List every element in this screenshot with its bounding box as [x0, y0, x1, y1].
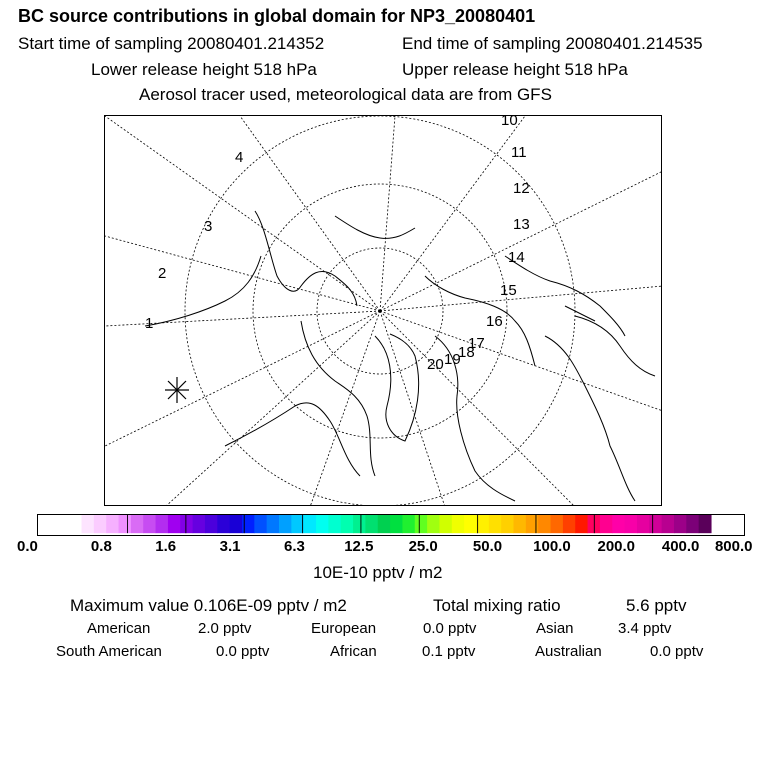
- colorbar-swatch: [304, 515, 317, 533]
- coast-siberia-west: [425, 276, 535, 366]
- upper-release-label: Upper release height 518 hPa: [402, 60, 628, 79]
- trajectory-label-18: 18: [458, 344, 475, 361]
- map-canvas: [105, 116, 662, 506]
- coastlines: [145, 211, 655, 501]
- colorbar-swatch: [514, 515, 527, 533]
- coast-kamchatka: [565, 306, 595, 321]
- colorbar-swatch: [439, 515, 452, 533]
- colorbar-tick-label: 200.0: [597, 538, 636, 555]
- max-value-label: Maximum value 0.106E-09 pptv / m2: [70, 596, 347, 615]
- colorbar-swatch: [94, 515, 107, 533]
- region-value-african: 0.1 pptv: [422, 643, 476, 660]
- colorbar-tick-label: 100.0: [533, 538, 571, 555]
- region-value-south-american: 0.0 pptv: [216, 643, 270, 660]
- colorbar-swatch: [551, 515, 564, 533]
- total-mixing-value: 5.6 pptv: [626, 596, 687, 615]
- trajectory-label-10: 10: [501, 116, 518, 129]
- coast-okhotsk: [575, 316, 655, 376]
- colorbar-swatch: [575, 515, 588, 533]
- colorbar-swatch: [69, 515, 82, 533]
- colorbar-tick-label: 0.8: [90, 538, 112, 555]
- coast-north-america-arctic: [255, 211, 357, 306]
- trajectory-label-group: [145, 116, 530, 373]
- colorbar-swatch: [662, 515, 675, 533]
- colorbar-tick-label: 800.0: [714, 538, 753, 555]
- colorbar-swatch: [193, 515, 206, 533]
- colorbar-tick-label: 1.6: [155, 538, 177, 555]
- region-name-south-american: South American: [56, 643, 162, 660]
- colorbar-swatch: [180, 515, 193, 533]
- colorbar-tick-label: 3.1: [219, 538, 241, 555]
- region-value-american: 2.0 pptv: [198, 620, 252, 637]
- figure-title: BC source contributions in global domain for NP3_20080401: [18, 6, 536, 26]
- colorbar-swatch: [526, 515, 539, 533]
- colorbar-swatch: [476, 515, 489, 533]
- region-name-european: European: [311, 620, 377, 637]
- coast-chukotka: [335, 216, 415, 238]
- colorbar-swatch: [316, 515, 329, 533]
- coast-hudson: [225, 403, 360, 476]
- release-asterisk-icon: [165, 377, 189, 403]
- colorbar-tick-label: 0.0: [17, 538, 38, 555]
- trajectory-label-12: 12: [513, 180, 530, 197]
- start-time-label: Start time of sampling 20080401.214352: [18, 34, 325, 53]
- colorbar-swatch: [390, 515, 403, 533]
- coast-east-asia: [545, 336, 635, 501]
- trajectory-label-15: 15: [500, 282, 517, 299]
- colorbar-swatch: [156, 515, 169, 533]
- region-value-asian: 3.4 pptv: [618, 620, 672, 637]
- end-time-label: End time of sampling 20080401.214535: [402, 34, 703, 53]
- colorbar-swatch: [254, 515, 267, 533]
- colorbar-swatch: [217, 515, 230, 533]
- coast-canada-east: [301, 321, 375, 476]
- colorbar-swatch: [600, 515, 613, 533]
- colorbar-swatch: [489, 515, 502, 533]
- colorbar-swatch: [452, 515, 465, 533]
- colorbar-swatch: [267, 515, 280, 533]
- colorbar-swatch: [464, 515, 477, 533]
- colorbar: [37, 514, 745, 536]
- region-name-american: American: [87, 620, 151, 637]
- colorbar-tick-label: 6.3: [284, 538, 305, 555]
- coast-siberia-east: [505, 256, 625, 336]
- colorbar-swatch: [427, 515, 440, 533]
- colorbar-swatch: [143, 515, 156, 533]
- colorbar-swatch: [168, 515, 181, 533]
- lower-release-label: Lower release height 518 hPa: [91, 60, 317, 79]
- coast-greenland: [375, 334, 419, 441]
- meridians: [105, 116, 662, 506]
- trajectory-label-19: 19: [444, 351, 461, 368]
- colorbar-swatch: [649, 515, 662, 533]
- colorbar-tick-label: 50.0: [472, 538, 503, 555]
- trajectory-label-14: 14: [508, 249, 525, 266]
- trajectory-label-1: 1: [145, 315, 154, 332]
- colorbar-swatch: [131, 515, 144, 533]
- colorbar-swatch: [365, 515, 378, 533]
- colorbar-swatch: [625, 515, 638, 533]
- trajectory-label-17: 17: [468, 335, 485, 352]
- trajectory-label-11: 11: [511, 144, 527, 161]
- trajectory-label-16: 16: [486, 313, 503, 330]
- region-value-australian: 0.0 pptv: [650, 643, 704, 660]
- region-value-european: 0.0 pptv: [423, 620, 477, 637]
- colorbar-swatch: [119, 515, 132, 533]
- colorbar-swatch: [415, 515, 428, 533]
- region-name-asian: Asian: [536, 620, 574, 637]
- trajectory-label-3: 3: [204, 218, 213, 235]
- aerosol-label: Aerosol tracer used, meteorological data are from GFS: [139, 85, 552, 104]
- colorbar-swatch: [637, 515, 650, 533]
- colorbar-swatch: [205, 515, 218, 533]
- colorbar-swatch: [353, 515, 366, 533]
- colorbar-swatch: [341, 515, 354, 533]
- colorbar-unit-label: 10E-10 pptv / m2: [313, 563, 443, 582]
- region-name-australian: Australian: [535, 643, 602, 660]
- trajectory-label-20: 20: [427, 356, 444, 373]
- trajectory-label-2: 2: [158, 265, 167, 282]
- colorbar-swatch: [538, 515, 551, 533]
- colorbar-swatch: [563, 515, 576, 533]
- colorbar-swatch: [328, 515, 341, 533]
- colorbar-tick-label: 12.5: [344, 538, 374, 555]
- colorbar-swatch: [279, 515, 292, 533]
- colorbar-swatch: [402, 515, 415, 533]
- region-name-african: African: [330, 643, 377, 660]
- colorbar-tick-label: 25.0: [408, 538, 438, 555]
- polar-map: [104, 115, 662, 506]
- colorbar-swatch: [612, 515, 625, 533]
- colorbar-swatch: [699, 515, 712, 533]
- trajectory-label-4: 4: [235, 149, 244, 166]
- colorbar-swatch: [686, 515, 699, 533]
- colorbar-swatch: [106, 515, 119, 533]
- colorbar-swatch: [230, 515, 243, 533]
- colorbar-swatch: [82, 515, 95, 533]
- colorbar-swatch: [674, 515, 687, 533]
- colorbar-swatch: [378, 515, 391, 533]
- trajectory-label-13: 13: [513, 216, 530, 233]
- total-mixing-label: Total mixing ratio: [433, 596, 561, 615]
- colorbar-swatch: [501, 515, 514, 533]
- colorbar-tick-label: 400.0: [661, 538, 700, 555]
